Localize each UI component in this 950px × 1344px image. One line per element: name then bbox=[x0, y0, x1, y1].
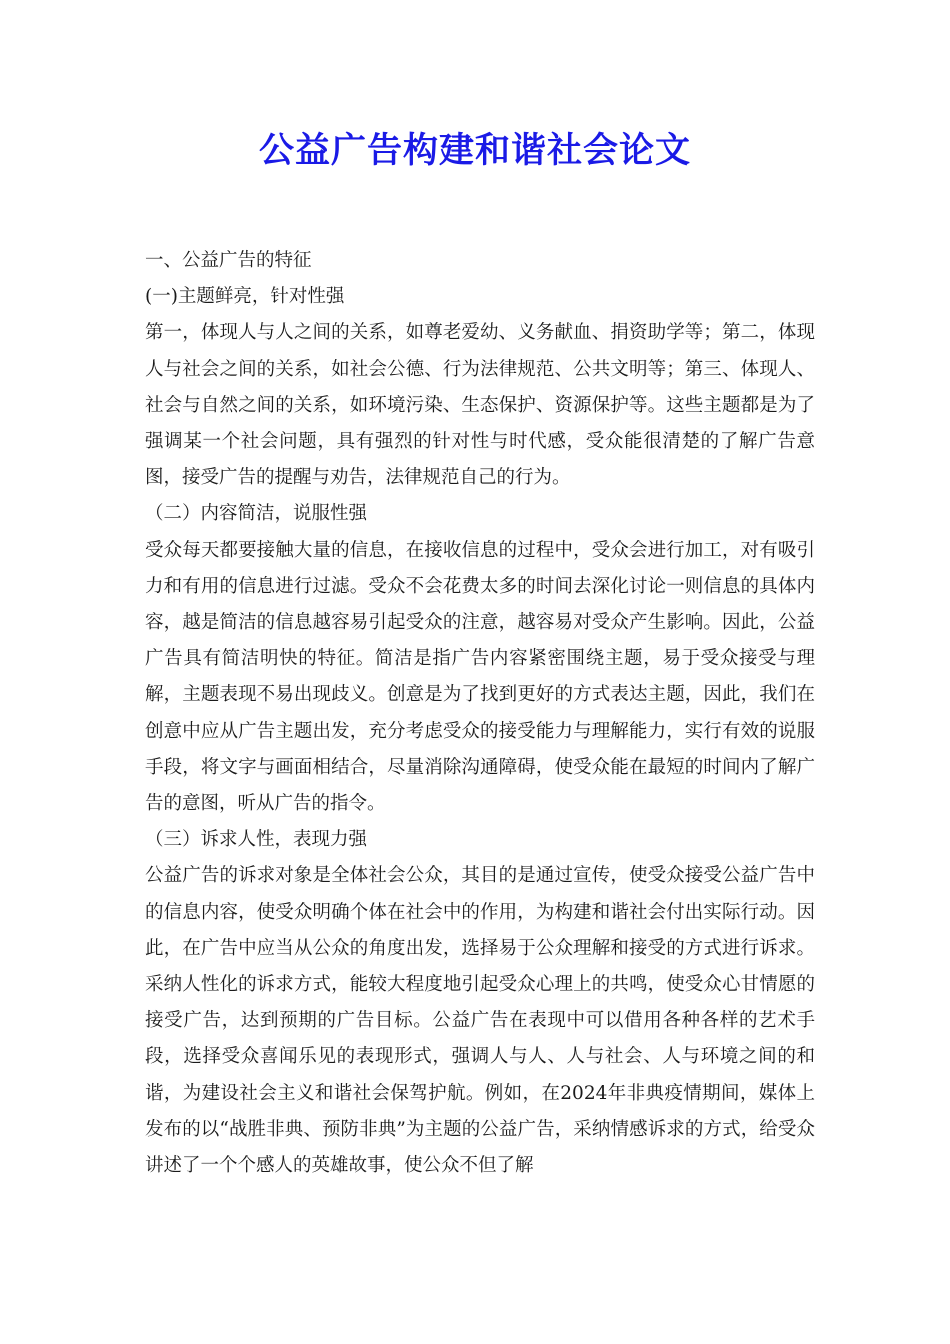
subsection-heading: （三）诉求人性，表现力强 bbox=[145, 829, 368, 851]
body-paragraph: 第一，体现人与人之间的关系，如尊老爱幼、义务献血、捐资助学等；第二，体现人与社会之间的关系，如社会公德、行为法律规范、公共文明等；第三、体现人、社会与自然之间的关系，如环境污染、生态保护、资源保护等。这些主题都是为了强调某一个社会问题，具有强烈的针对性与时代感，受众能很清楚的了解广告意图，接受广告的提醒与劝告，法律规范自己的行为。 bbox=[145, 322, 815, 489]
section-heading: 一、公益广告的特征 bbox=[145, 250, 312, 271]
subsection-heading: （二）内容简洁，说服性强 bbox=[145, 503, 368, 525]
body-paragraph: 公益广告的诉求对象是全体社会公众，其目的是通过宣传，使受众接受公益广告中的信息内容，使受众明确个体在社会中的作用，为构建和谐社会付出实际行动。因此，在广告中应当从公众的角度出发，选择易于公众理解和接受的方式进行诉求。采纳人性化的诉求方式，能较大程度地引起受众心理上的共鸣，使受众心甘情愿的接受广告，达到预期的广告目标。公益广告在表现中可以借用各种各样的艺术手段，选择受众喜闻乐见的表现形式，强调人与人、人与社会、人与环境之间的和谐，为建设社会主义和谐社会保驾护航。例如，在2024年非典疫情期间，媒体上发布的以“战胜非典、预防非典”为主题的公益广告，采纳情感诉求的方式，给受众讲述了一个个感人的英雄故事，使公众不但了解 bbox=[145, 865, 815, 1177]
subsection-heading: (一)主题鲜亮，针对性强 bbox=[145, 286, 345, 308]
document-body bbox=[145, 243, 815, 1184]
document-title: 公益广告构建和谐社会论文 bbox=[258, 131, 691, 171]
body-paragraph: 受众每天都要接触大量的信息，在接收信息的过程中，受众会进行加工，对有吸引力和有用的信息进行过滤。受众不会花费太多的时间去深化讨论一则信息的具体内容，越是简洁的信息越容易引起受众的注意，越容易对受众产生影响。因此，公益广告具有简洁明快的特征。简洁是指广告内容紧密围绕主题，易于受众接受与理解，主题表现不易出现歧义。创意是为了找到更好的方式表达主题，因此，我们在创意中应从广告主题出发，充分考虑受众的接受能力与理解能力，实行有效的说服手段，将文字与画面相结合，尽量消除沟通障碍，使受众能在最短的时间内了解广告的意图，听从广告的指令。 bbox=[145, 539, 815, 815]
